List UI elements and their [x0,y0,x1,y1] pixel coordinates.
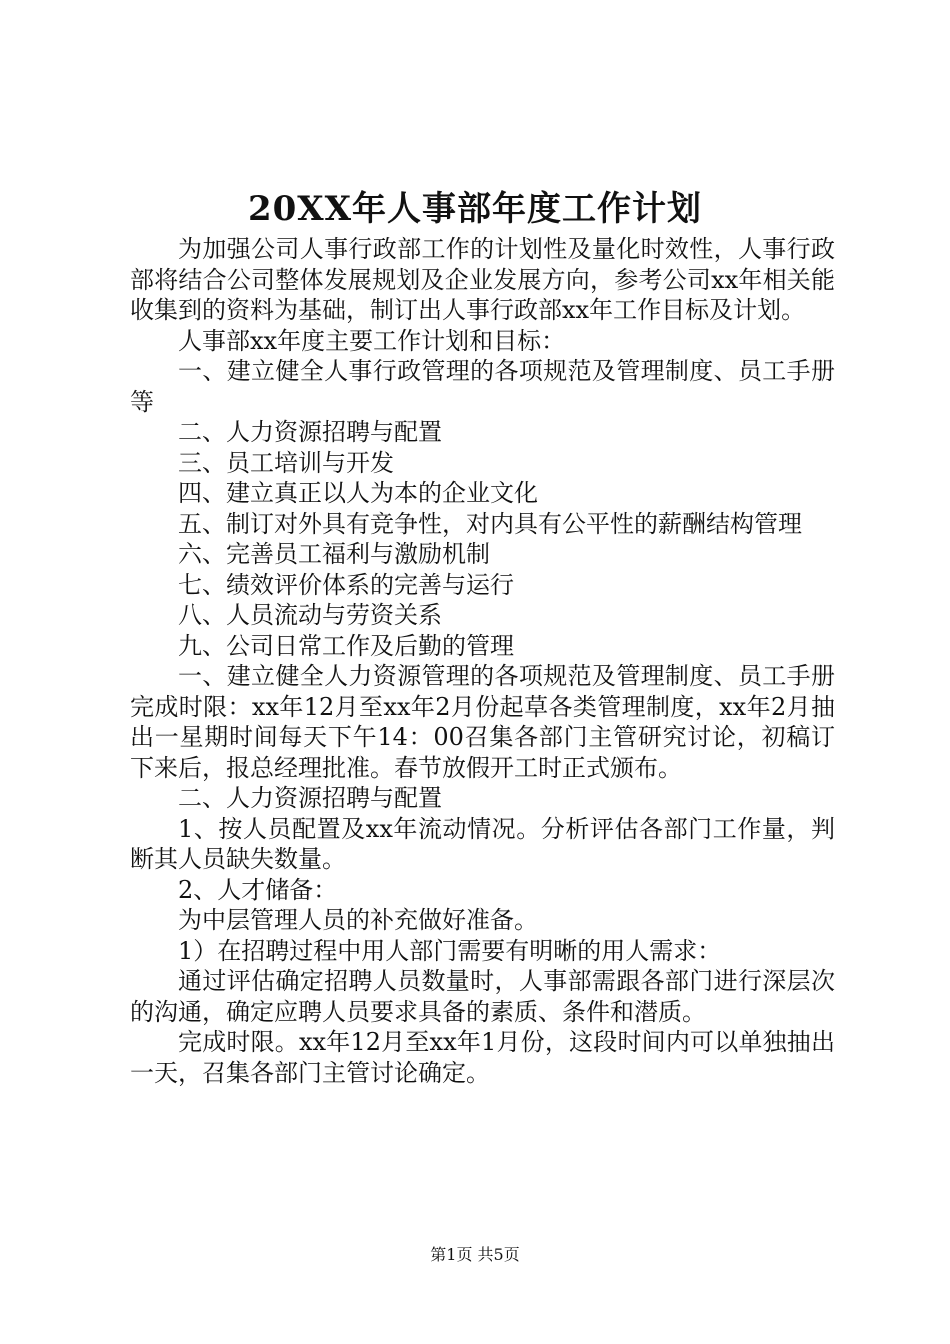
paragraph: 九、公司日常工作及后勤的管理 [178,631,514,660]
paragraph: 为中层管理人员的补充做好准备。 [178,906,538,934]
paragraph: 五、制订对外具有竞争性，对内具有公平性的薪酬结构管理 [178,509,802,538]
paragraph: 完成时限。xx年12月至xx年1月份，这段时间内可以单独抽出一天，召集各部门主管讨论确定。 [130,1028,835,1087]
page-footer: 第1页 共5页 [430,1245,520,1264]
paragraph: 七、绩效评价体系的完善与运行 [178,570,514,599]
paragraph: 三、员工培训与开发 [178,448,394,477]
paragraph: 一、建立健全人事行政管理的各项规范及管理制度、员工手册等 [130,357,835,416]
paragraph: 为加强公司人事行政部工作的计划性及量化时效性，人事行政部将结合公司整体发展规划及企业发展方向，参考公司xx年相关能收集到的资料为基础，制订出人事行政部xx年工作目标及计划。 [130,235,835,324]
document-body [130,234,835,1088]
paragraph: 人事部xx年度主要工作计划和目标： [178,326,566,355]
paragraph: 二、人力资源招聘与配置 [178,418,442,446]
paragraph: 六、完善员工福利与激励机制 [178,540,490,568]
paragraph: 通过评估确定招聘人员数量时，人事部需跟各部门进行深层次的沟通，确定应聘人员要求具备的素质、条件和潜质。 [130,967,835,1026]
paragraph: 2、人才储备： [178,875,338,904]
paragraph: 八、人员流动与劳资关系 [178,601,442,629]
paragraph: 1）在招聘过程中用人部门需要有明晰的用人需求： [178,936,722,965]
paragraph: 1、按人员配置及xx年流动情况。分析评估各部门工作量，判断其人员缺失数量。 [130,814,835,873]
paragraph: 二、人力资源招聘与配置 [178,784,442,812]
paragraph: 一、建立健全人力资源管理的各项规范及管理制度、员工手册完成时限：xx年12月至xx年2月份起草各类管理制度，xx年2月抽出一星期时间每天下午14：00召集各部门主管研究讨论，初稿订下来后，报总经理批准。春节放假开工时正式颁布。 [130,662,835,782]
paragraph: 四、建立真正以人为本的企业文化 [178,479,538,507]
document-title: 20XX年人事部年度工作计划 [247,189,703,229]
